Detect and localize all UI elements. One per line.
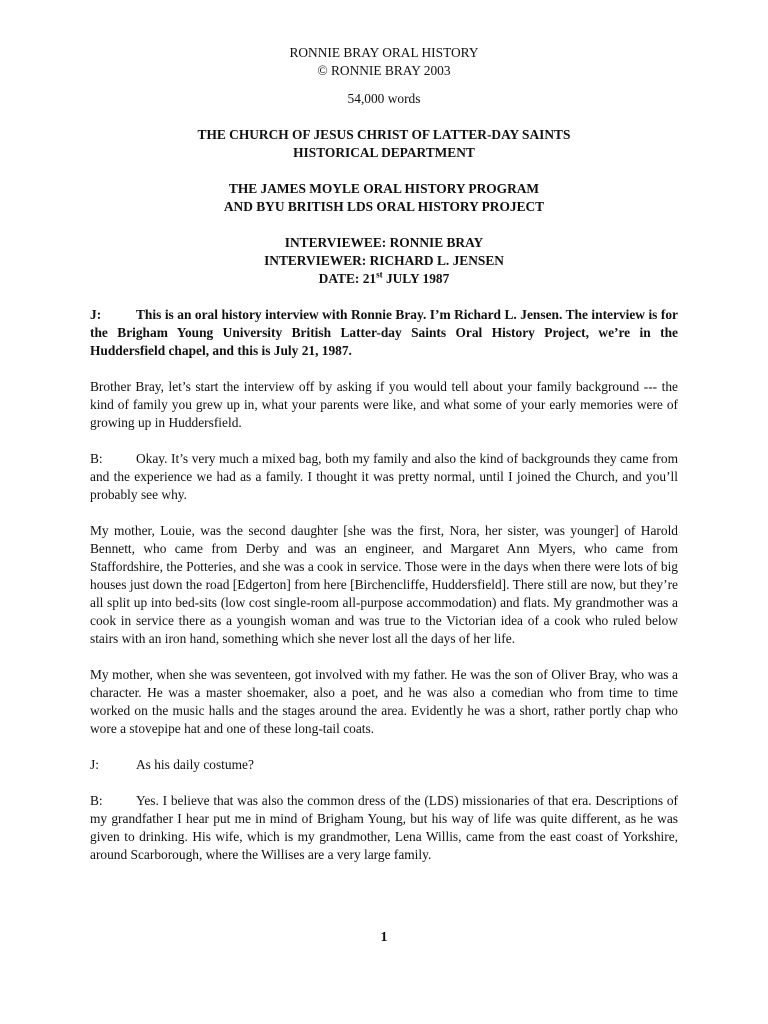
transcript-paragraph <box>90 756 678 774</box>
transcript-paragraph <box>90 378 678 432</box>
interview-details <box>90 234 678 288</box>
institution-line-1: THE CHURCH OF JESUS CHRIST OF LATTER-DAY SAINTS <box>197 127 571 142</box>
speaker-label: B: <box>90 451 103 466</box>
interviewer-line: INTERVIEWER: RICHARD L. JENSEN <box>264 253 504 268</box>
transcript-paragraph <box>90 666 678 738</box>
transcript-paragraph <box>90 792 678 864</box>
document-page <box>90 44 678 864</box>
paragraph-text: Yes. I believe that was also the common dress of the (LDS) missionaries of that era. Descriptions of my grandfather I hear put me in mind of Brigham Young, but his way of life was quite different, as he was given to drinking. His wife, which is my grandmother, Lena Willis, came from the east coast of Yorkshire, around Scarborough, where the Willises are a very large family. <box>90 793 678 862</box>
paragraph-text: This is an oral history interview with Ronnie Bray. I’m Richard L. Jensen. The interview is for the Brigham Young University British Latter-day Saints Oral History Project, we’re in the Huddersfield chapel, and this is July 21, 1987. <box>90 307 678 358</box>
transcript-paragraph <box>90 450 678 504</box>
transcript-paragraph <box>90 522 678 648</box>
speaker-label: J: <box>90 757 99 772</box>
program-block <box>90 180 678 216</box>
paragraph-text: My mother, Louie, was the second daughter [she was the first, Nora, her sister, was younger] of Harold Bennett, who came from Derby and was an engineer, and Margaret Ann Myers, who came from Staffordshire, the Potteries, and she was a cook in service. Those were in the days when there were lots of big houses just down the road [Edgerton] from here [Birchencliffe, Huddersfield]. There still are now, but they’re all split up into bed-sits (low cost single-room all-purpose accommodation) and flats. My grandmother was a cook in service there as a youngish woman and was true to the Victorian idea of a cook who ruled below stairs with an iron hand, something which she never lost all the days of her life. <box>90 523 678 646</box>
institution-line-2: HISTORICAL DEPARTMENT <box>293 145 475 160</box>
institution-block <box>90 126 678 162</box>
paragraph-text: My mother, when she was seventeen, got involved with my father. He was the son of Oliver Bray, who was a character. He was a master shoemaker, also a poet, and he was also a comedian who from time to time worked on the music halls and the stages around the area. Evidently he was a short, rather portly chap who wore a stovepipe hat and one of these long-tail coats. <box>90 667 678 736</box>
paragraph-text: Brother Bray, let’s start the interview off by asking if you would tell about your family background --- the kind of family you grew up in, what your parents were like, and what some of your early memories were of growing up in Huddersfield. <box>90 379 678 430</box>
interviewee-line: INTERVIEWEE: RONNIE BRAY <box>284 235 484 250</box>
speaker-label: B: <box>90 793 103 808</box>
word-count: 54,000 words <box>347 91 421 106</box>
date-suffix: JULY 1987 <box>382 271 450 286</box>
program-line-2: AND BYU BRITISH LDS ORAL HISTORY PROJECT <box>223 199 545 214</box>
paragraph-text: Okay. It’s very much a mixed bag, both my family and also the kind of backgrounds they came from and the experience we had as a family. I thought it was pretty normal, until I joined the Church, and you’ll probably see why. <box>90 451 678 502</box>
copyright-line: © RONNIE BRAY 2003 <box>317 63 451 78</box>
transcript-body <box>90 306 678 864</box>
paragraph-text: As his daily costume? <box>136 757 254 772</box>
program-line-1: THE JAMES MOYLE ORAL HISTORY PROGRAM <box>228 181 540 196</box>
document-title: RONNIE BRAY ORAL HISTORY <box>289 45 479 60</box>
date-ordinal: st <box>376 269 383 280</box>
speaker-label: J: <box>90 307 102 322</box>
document-header <box>90 44 678 108</box>
interview-date <box>90 270 678 288</box>
page-number: 1 <box>380 930 388 945</box>
transcript-paragraph <box>90 306 678 360</box>
date-prefix: DATE: 21 <box>318 271 377 286</box>
